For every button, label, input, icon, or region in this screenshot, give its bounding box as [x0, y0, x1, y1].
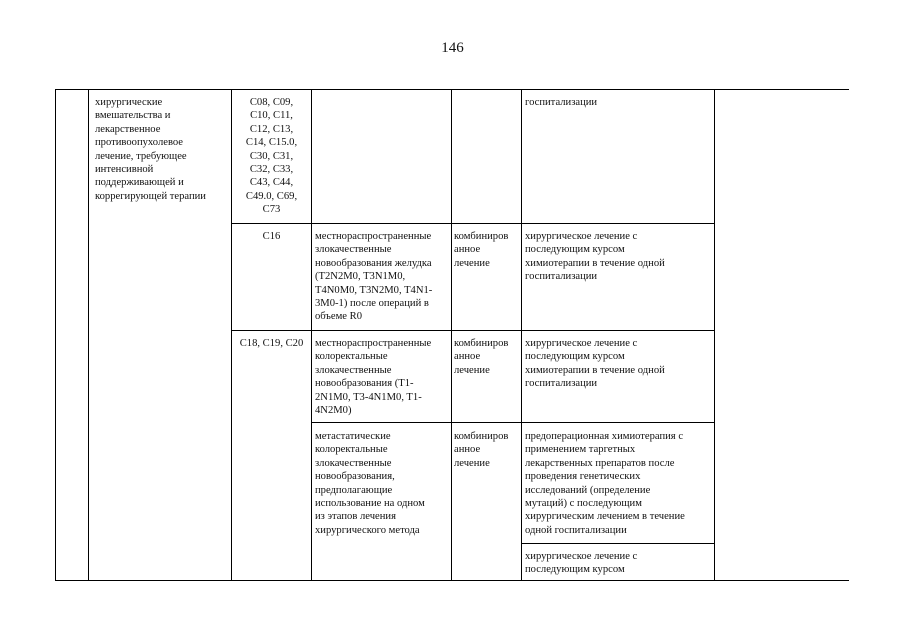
row-divider — [311, 422, 714, 423]
column-divider — [521, 90, 522, 580]
condition-cell: хирургические вмешательства и лекарственное противоопухолевое лечение, требующее интенсивной поддерживающей и коррегирующей терапии — [95, 97, 206, 202]
treatment-type-cell: комбиниров анное лечение — [454, 231, 509, 269]
icd-codes-cell: С08, С09, С10, С11, С12, С13, С14, С15.0, С30, С31, С32, С33, С43, С44, С49.0, С69, С73 — [245, 97, 298, 216]
row-divider — [521, 543, 714, 544]
treatment-type-cell: комбиниров анное лечение — [454, 431, 509, 469]
row-divider — [231, 330, 714, 331]
column-divider — [88, 90, 89, 580]
icd-codes-cell: С18, С19, С20 — [239, 338, 304, 349]
column-divider — [714, 90, 715, 580]
treatment-method-cell: предоперационная химиотерапия с применением таргетных лекарственных препаратов после проведения генетических исследований (определение мутаций) с последующим хирургическим лечением в течение одной госпитализации — [525, 431, 685, 536]
treatment-method-cell: хирургическое лечение с последующим курсом — [525, 551, 638, 576]
treatment-method-cell: госпитализации — [525, 97, 598, 108]
icd-codes-cell: С16 — [262, 231, 281, 242]
column-divider — [311, 90, 312, 580]
treatment-method-cell: хирургическое лечение с последующим курсом химиотерапии в течение одной госпитализации — [525, 338, 665, 390]
page-number: 146 — [441, 40, 464, 56]
medical-care-table — [55, 89, 849, 581]
column-divider — [451, 90, 452, 580]
patient-model-cell: местнораспространенные злокачественные новообразования желудка (T2N2M0, T3N1M0, T4N0M0, T3N2M0, T4N1- 3M0-1) после операций в объеме R0 — [315, 231, 433, 323]
patient-model-cell: местнораспространенные колоректальные злокачественные новообразования (T1- 2N1M0, T3-4N1M0, T1- 4N2M0) — [315, 338, 432, 417]
row-divider — [231, 223, 714, 224]
treatment-method-cell: хирургическое лечение с последующим курсом химиотерапии в течение одной госпитализации — [525, 231, 665, 283]
patient-model-cell: метастатические колоректальные злокачественные новообразования, предполагающие использование на одном из этапов лечения хирургического метода — [315, 431, 425, 536]
treatment-type-cell: комбиниров анное лечение — [454, 338, 509, 376]
